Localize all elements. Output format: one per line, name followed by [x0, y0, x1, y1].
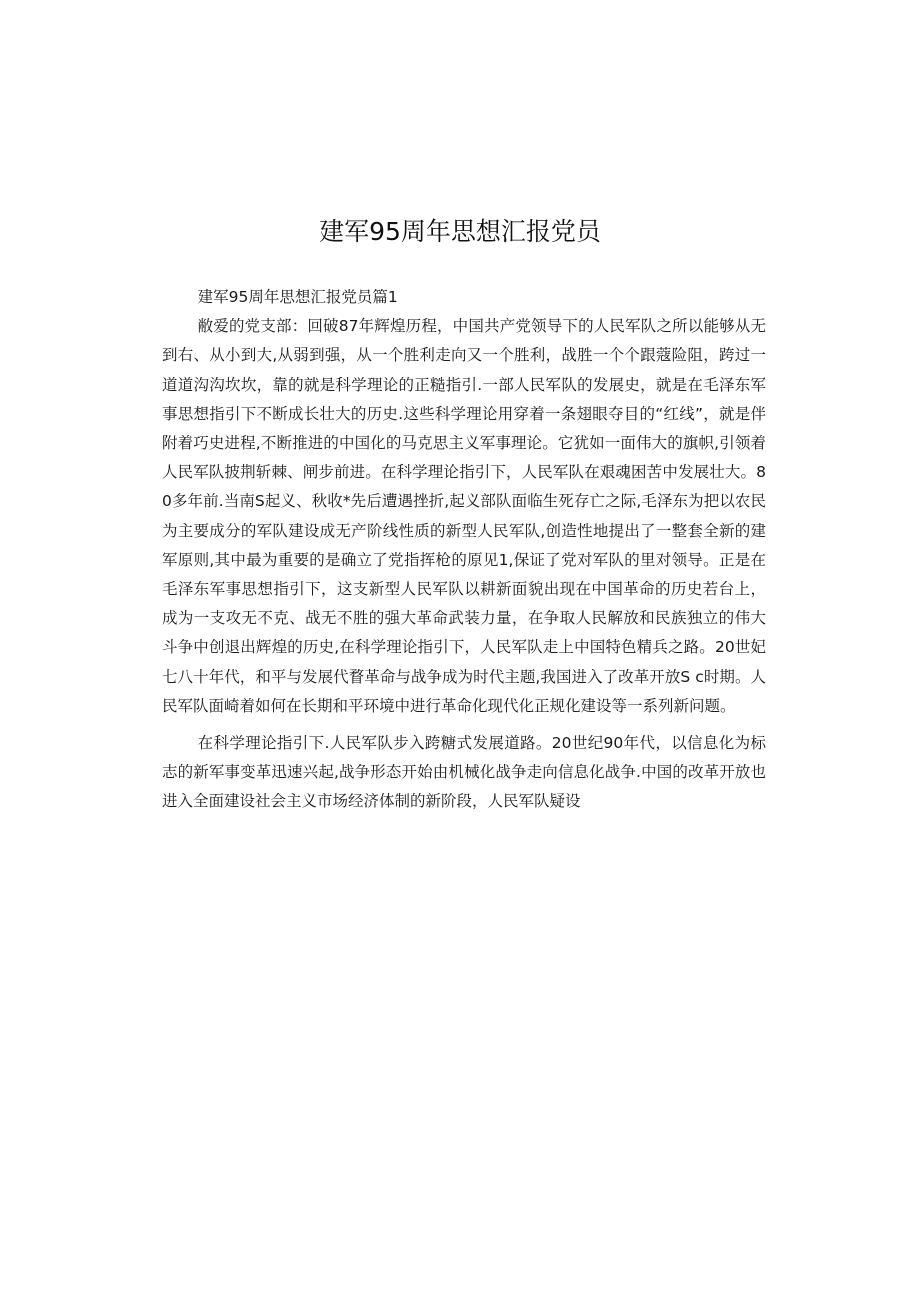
document-body [162, 283, 766, 817]
paragraph-2: 在科学理论指引下.人民军队步入跨糖式发展道路。20世纪90年代，以信息化为标志的新军事变革迅速兴起,战争形态开始由机械化战争走向信息化战争.中国的改革开放也进入全面建设社会主义市场经济体制的新阶段，人民军队疑设 [162, 734, 766, 811]
paragraph-1: 敝爱的党支部：回破87年辉煌历程，中国共产党领导下的人民军队之所以能够从无到右、从小到大,从弱到强，从一个胜利走向又一个胜利，战胜一个个跟蔻险阻，跨过一道道沟沟坎坎，靠的就是科学理论的正糙指引.一部人民军队的发展史，就是在毛泽东军事思想指引下不断成长壮大的历史.这些科学理论用穿着一条翅眼夺目的“红线”，就是伴附着巧史进程,不断推进的中国化的马克思主义军事理论。它犹如一面伟大的旗帜,引领着人民军队披荆斩棘、闸步前进。在科学理论指引下，人民军队在艰魂困苦中发展壮大。80多年前.当南S起义、秋收*先后遭遇挫折,起义部队面临生死存亡之际,毛泽东为把以农民为主要成分的军队建设成无产阶线性质的新型人民军队,创造性地提出了一整套全新的建军原则,其中最为重要的是确立了党指挥枪的原见1,保证了党对军队的里对领导。正是在毛泽东军事思想指引下，这支新型人民军队以耕新面貌出现在中国革命的历史若台上，成为一支攻无不克、战无不胜的强大革命武装力量，在争取人民解放和民族独立的伟大斗争中创退出辉煌的历史,在科学理论指引下，人民军队走上中国特色精兵之路。20世妃七八十年代，和平与发展代瞀革命与战争成为时代主题,我国进入了改革开放S c时期。人民军队面崎着如何在长期和平环境中进行革命化现代化正规化建设等一系列新问题。 [162, 317, 766, 715]
section-heading: 建军95周年思想汇报党员篇1 [197, 288, 398, 306]
document-title: 建军95周年思想汇报党员 [319, 217, 601, 246]
